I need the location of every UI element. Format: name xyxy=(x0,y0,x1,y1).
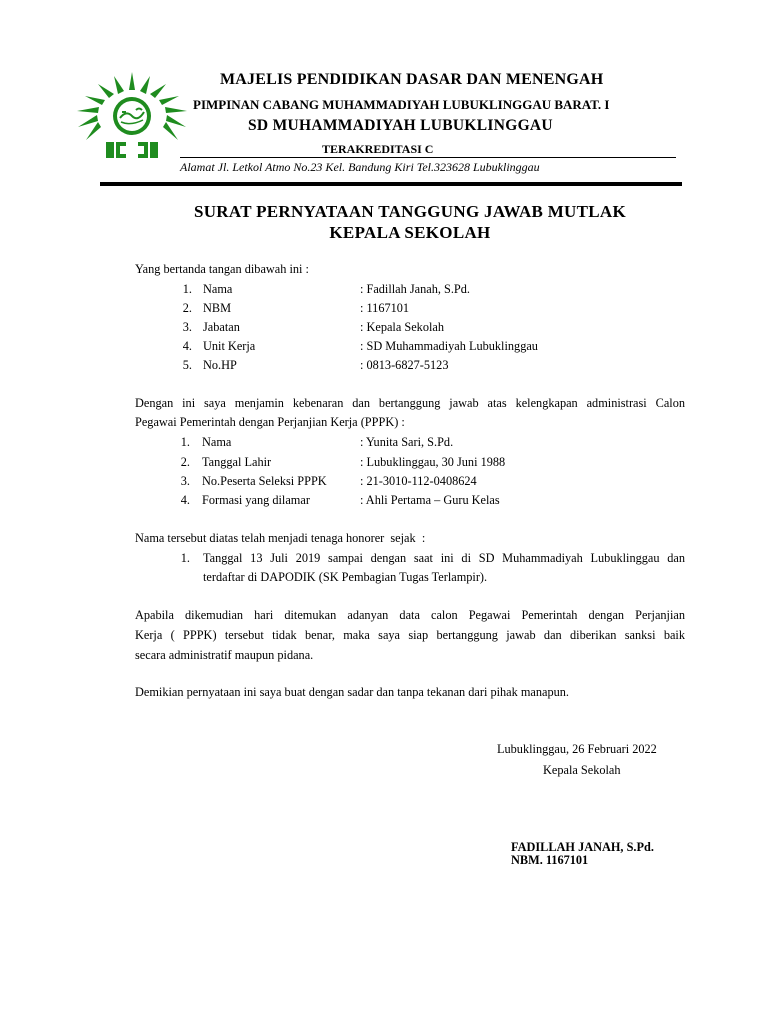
field-value-nama: : Yunita Sari, S.Pd. xyxy=(360,435,454,449)
signature-nbm: NBM. 1167101 xyxy=(511,853,589,867)
field-label-nbm: NBM xyxy=(203,301,232,315)
header-branch: PIMPINAN CABANG MUHAMMADIYAH LUBUKLINGGAU BARAT. I xyxy=(193,97,610,112)
signature-name: FADILLAH JANAH, S.Pd. xyxy=(511,840,654,854)
intro-text: Yang bertanda tangan dibawah ini : xyxy=(135,262,309,276)
muhammadiyah-logo xyxy=(74,70,190,162)
field-label-no-hp: No.HP xyxy=(203,358,237,372)
honorer-detail-line: Tanggal 13 Juli 2019 sampai dengan saat ini di SD Muhammadiyah Lubuklinggau dan xyxy=(203,551,685,565)
field-value-formasi: : Ahli Pertama – Guru Kelas xyxy=(360,493,500,507)
list-number: 5. xyxy=(182,358,192,372)
paragraph-sanction-line: secara administratif maupun pidana. xyxy=(135,648,314,662)
honorer-detail-line: terdaftar di DAPODIK (SK Pembagian Tugas Terlampir). xyxy=(203,570,488,584)
paragraph-sanction-line: Apabila dikemudian hari ditemukan adanyan data calon Pegawai Pemerintah dengan Perjanjian xyxy=(135,608,685,622)
header-school-name: SD MUHAMMADIYAH LUBUKLINGGAU xyxy=(248,117,553,134)
field-value-tanggal-lahir: : Lubuklinggau, 30 Juni 1988 xyxy=(360,455,506,469)
list-number: 2. xyxy=(182,301,192,315)
list-number: 4. xyxy=(182,339,192,353)
header-divider-thin xyxy=(180,157,676,158)
header-accreditation: TERAKREDITASI C xyxy=(322,142,434,156)
field-value-nbm: : 1167101 xyxy=(360,301,410,315)
field-label-formasi: Formasi yang dilamar xyxy=(202,493,310,507)
paragraph-closing: Demikian pernyataan ini saya buat dengan sadar dan tanpa tekanan dari pihak manapun. xyxy=(135,685,569,699)
list-number: 3. xyxy=(180,474,190,488)
list-number: 2. xyxy=(180,455,190,469)
field-value-nama: : Fadillah Janah, S.Pd. xyxy=(360,282,470,296)
document-subtitle: KEPALA SEKOLAH xyxy=(329,223,491,242)
paragraph-honorer-intro: Nama tersebut diatas telah menjadi tenaga honorer sejak : xyxy=(135,531,426,545)
header-council: MAJELIS PENDIDIKAN DASAR DAN MENENGAH xyxy=(220,71,604,88)
list-number: 1. xyxy=(180,551,190,565)
field-value-unit-kerja: : SD Muhammadiyah Lubuklinggau xyxy=(360,339,538,353)
paragraph-guarantee-line: Pegawai Pemerintah dengan Perjanjian Kerja (PPPK) : xyxy=(135,415,405,429)
list-number: 3. xyxy=(182,320,192,334)
paragraph-sanction-line: Kerja ( PPPK) tersebut tidak benar, maka saya siap bertanggung jawab dan diberikan sanksi baik xyxy=(135,628,685,642)
header-address: Alamat Jl. Letkol Atmo No.23 Kel. Bandung Kiri Tel.323628 Lubuklinggau xyxy=(180,160,540,174)
field-value-jabatan: : Kepala Sekolah xyxy=(360,320,445,334)
list-number: 1. xyxy=(182,282,192,296)
field-label-nama: Nama xyxy=(203,282,233,296)
paragraph-guarantee-line: Dengan ini saya menjamin kebenaran dan bertanggung jawab atas kelengkapan administrasi Calon xyxy=(135,396,685,410)
signature-position: Kepala Sekolah xyxy=(543,763,621,777)
field-label-nama: Nama xyxy=(202,435,232,449)
list-number: 4. xyxy=(180,493,190,507)
field-label-jabatan: Jabatan xyxy=(203,320,240,334)
field-label-unit-kerja: Unit Kerja xyxy=(203,339,256,353)
header-divider-thick xyxy=(100,182,682,186)
field-value-no-hp: : 0813-6827-5123 xyxy=(360,358,449,372)
list-number: 1. xyxy=(180,435,190,449)
field-label-tanggal-lahir: Tanggal Lahir xyxy=(202,455,272,469)
field-value-no-peserta: : 21-3010-112-0408624 xyxy=(360,474,477,488)
signature-place-date: Lubuklinggau, 26 Februari 2022 xyxy=(497,742,657,756)
field-label-no-peserta: No.Peserta Seleksi PPPK xyxy=(202,474,327,488)
document-title: SURAT PERNYATAAN TANGGUNG JAWAB MUTLAK xyxy=(193,202,627,221)
